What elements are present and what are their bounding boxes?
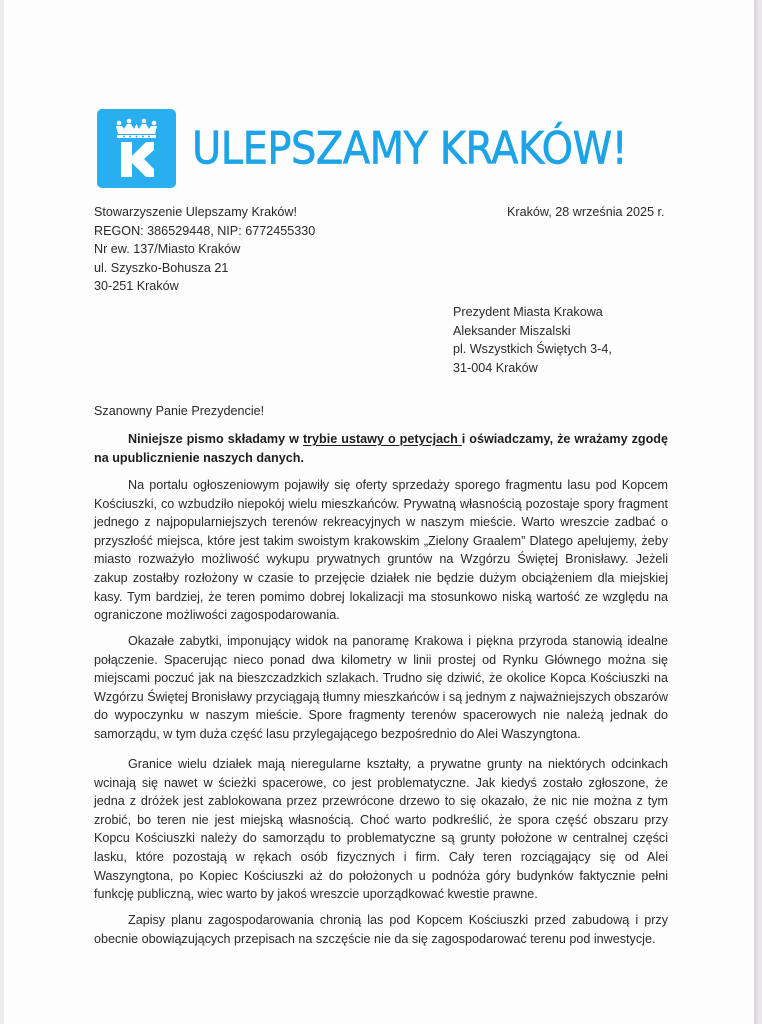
lead-underlined-text: trybie ustawy o petycjach [302,432,462,446]
salutation: Szanowny Panie Prezydencie! [94,404,265,418]
sender-line: REGON: 386529448, NIP: 6772455330 [94,223,316,238]
paragraph-text: Zapisy planu zagospodarowania chronią las pod Kopcem Kościuszki przed zabudową i przy obecnie obowiązujących przepisach na szczęście nie da się zagospodarować terenu pod inwestycje. [94,913,668,946]
letterhead [97,109,627,188]
page-edge [0,0,4,1024]
letter-date: Kraków, 28 września 2025 r. [507,205,665,219]
brand-name: ULEPSZAMY KRAKÓW! [192,122,628,175]
sender-line: Stowarzyszenie Ulepszamy Kraków! [94,205,297,219]
lead-text-after: i oświadczamy, że wrażamy zgodę na upublicznienie naszych danych. [94,432,668,465]
sender-line: Nr ew. 137/Miasto Kraków [94,242,241,257]
recipient-line: pl. Wszystkich Świętych 3-4, [453,342,612,357]
crown-k-glyph-icon [97,109,176,188]
recipient-line: Aleksander Miszalski [453,323,571,338]
body-paragraph-4 [94,911,668,948]
recipient-line: 31-004 Kraków [453,360,538,375]
paragraph-text: Granice wielu działek mają nieregularne kształty, a prywatne grunty na niektórych odcinkach wcinają się nawet w ścieżki spacerowe, co jest problematyczne. Jak kiedyś zostało zgłoszone, że jedna z dróżek jest zablokowana przez przewrócone drzewo to się okazało, że nic nie można z tym zrobić, bo teren nie jest miejską własnością. Choć warto podkreślić, że spora część obszaru przy Kopcu Kościuszki należy do samorządu to problematyczne są grunty położone w centralnej części lasku, które pozostają w rękach osób fizycznych i firm. Cały teren rozciągający się od Alei Waszyngtona, po Kopiec Kościuszki aż do położonych u podnóża góry budynków faktycznie pełni funkcję publiczną, wiec warto by jakoś wreszcie uporządkować kwestie prawne. [94,757,668,902]
paragraph-text: Na portalu ogłoszeniowym pojawiły się oferty sprzedaży sporego fragmentu lasu pod Kopcem Kościuszki, co wzbudziło niepokój wielu mieszkańców. Prywatną własnością pozostaje spory fragment jednego z najpopularniejszych terenów rekreacyjnych w naszym mieście. Warto wreszcie zadbać o przyszłość miejsca, które jest takim swoistym krakowskim „Zielony Graalem” Dlatego apelujemy, żeby miasto rozważyło możliwość wykupu prywatnych gruntów na Wzgórzu Świętej Bronisławy. Jeżeli zakup zostałby rozłożony w czasie to przejęcie działek nie będzie dużym obciążeniem dla miejskiej kasy. Tym bardziej, że teren pomimo dobrej lokalizacji ma stosunkowo niską wartość ze względu na ograniczone możliwości zagospodarowania. [94,478,668,623]
krakow-crown-k-logo-icon [97,109,176,188]
body-paragraph-3 [94,755,668,904]
sender-line: ul. Szyszko-Bohusza 21 [94,260,229,275]
lead-statement [94,430,668,467]
sender-line: 30-251 Kraków [94,279,179,294]
lead-paragraph [94,430,668,467]
recipient-line: Prezydent Miasta Krakowa [453,305,603,319]
sender-address [94,203,315,296]
recipient-address [453,303,612,377]
lead-text-before: Niniejsze pismo składamy w [128,432,303,446]
body-paragraph-1 [94,476,668,625]
paragraph-text: Okazałe zabytki, imponujący widok na panoramę Krakowa i piękna przyroda stanowią idealne połączenie. Spacerując nieco ponad dwa kilometry w linii prostej od Rynku Głównego można się miejscami poczuć jak na bieszczadzkich szlakach. Trudno się dziwić, że okolice Kopca Kościuszki na Wzgórzu Świętej Bronisławy przyciągają tłumny mieszkańców i są jednym z najważniejszych obszarów do wypoczynku w naszym mieście. Spore fragmenty terenów spacerowych nie należą jednak do samorządu, w tym duża część lasu przylegającego bezpośrednio do Alei Waszyngtona. [94,634,668,741]
body-paragraph-2 [94,632,668,744]
